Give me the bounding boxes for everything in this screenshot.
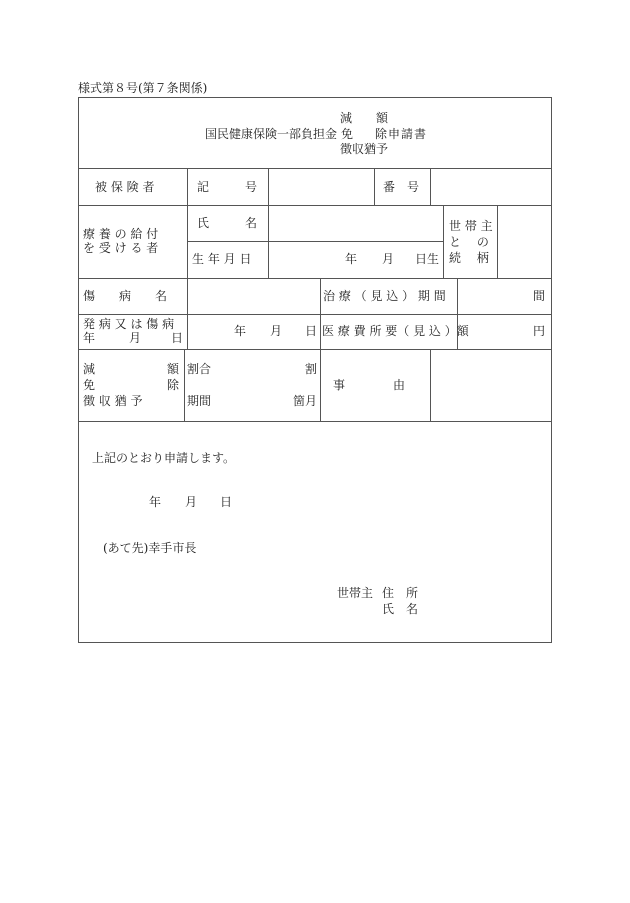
onset-month[interactable]: 月 [270,324,283,338]
divider [497,205,498,278]
title-suffix: 申請書 [388,127,428,141]
declaration-month[interactable]: 月 [185,495,198,509]
divider [78,421,552,422]
dob-month[interactable]: 月 [382,252,395,266]
medical-cost-label: 医 療 費 所 要（ 見 込 ）額 [322,324,469,338]
type-reduce-label: 額 [167,362,180,376]
divider [320,278,321,421]
treatment-period-field[interactable]: 間 [533,289,546,303]
injury-label: 傷 病 名 [83,289,168,303]
divider [78,205,552,206]
kigo-label: 記 号 [197,180,258,194]
insured-label: 被 保 険 者 [95,180,155,194]
divider [430,168,431,205]
medical-cost-field[interactable]: 円 [533,324,546,338]
declaration-day[interactable]: 日 [220,495,233,509]
relation-label: と の [449,235,489,249]
onset-day[interactable]: 日 [305,324,318,338]
type-exempt-label: 除 [167,378,180,392]
divider [78,314,552,315]
onset-year[interactable]: 年 [234,324,247,338]
addressee: (あて先)幸手市長 [103,541,197,555]
title-option-reduce: 減 額 [340,111,389,125]
applicant-name-label: 氏 名 [382,602,419,616]
onset-label: 月 [129,331,142,345]
divider [78,349,552,350]
title-option-exempt: 除 [375,127,388,141]
divider [268,168,269,278]
relation-label: 続 柄 [449,251,489,265]
onset-label: 発 病 又 は 傷 病 [83,317,175,331]
declaration-statement: 上記のとおり申請します。 [92,451,236,465]
type-reduce-label: 減 [83,362,96,376]
divider [430,349,431,421]
recipient-label: を 受 け る 者 [83,241,159,255]
type-exempt-label: 免 [83,378,96,392]
divider [187,241,443,242]
period-field[interactable]: 箇月 [293,394,318,408]
declaration-year[interactable]: 年 [149,495,162,509]
form-number: 様式第８号(第７条関係) [78,81,208,95]
recipient-label: 療 養 の 給 付 [83,227,159,241]
title-option-defer: 徴収猶予 [340,142,389,156]
ratio-field[interactable]: 割 [305,362,318,376]
divider [443,205,444,278]
divider [78,168,552,169]
divider [187,168,188,278]
ratio-label: 割合 [187,362,212,376]
divider [184,349,185,421]
period-label: 期間 [187,394,212,408]
treatment-period-label: 治 療 （ 見 込 ） 期 間 [323,289,446,303]
name-label: 氏 名 [197,216,258,230]
title-main: 国民健康保険一部負担金 [205,127,338,141]
divider [374,168,375,205]
onset-label: 日 [171,331,184,345]
householder-label: 世帯主 [337,586,374,600]
title-option-exempt: 免 [341,127,354,141]
dob-day[interactable]: 日生 [415,252,440,266]
divider [457,278,458,349]
onset-label: 年 [83,331,96,345]
divider [78,278,552,279]
dob-label: 生 年 月 日 [192,252,252,266]
address-label: 住 所 [382,586,419,600]
reason-label: 事 由 [333,378,406,392]
dob-year[interactable]: 年 [345,252,358,266]
relation-label: 世 帯 主 [449,219,493,233]
bango-label: 番 号 [383,180,420,194]
type-defer-label: 徴 収 猶 予 [83,394,143,408]
divider [187,278,188,349]
